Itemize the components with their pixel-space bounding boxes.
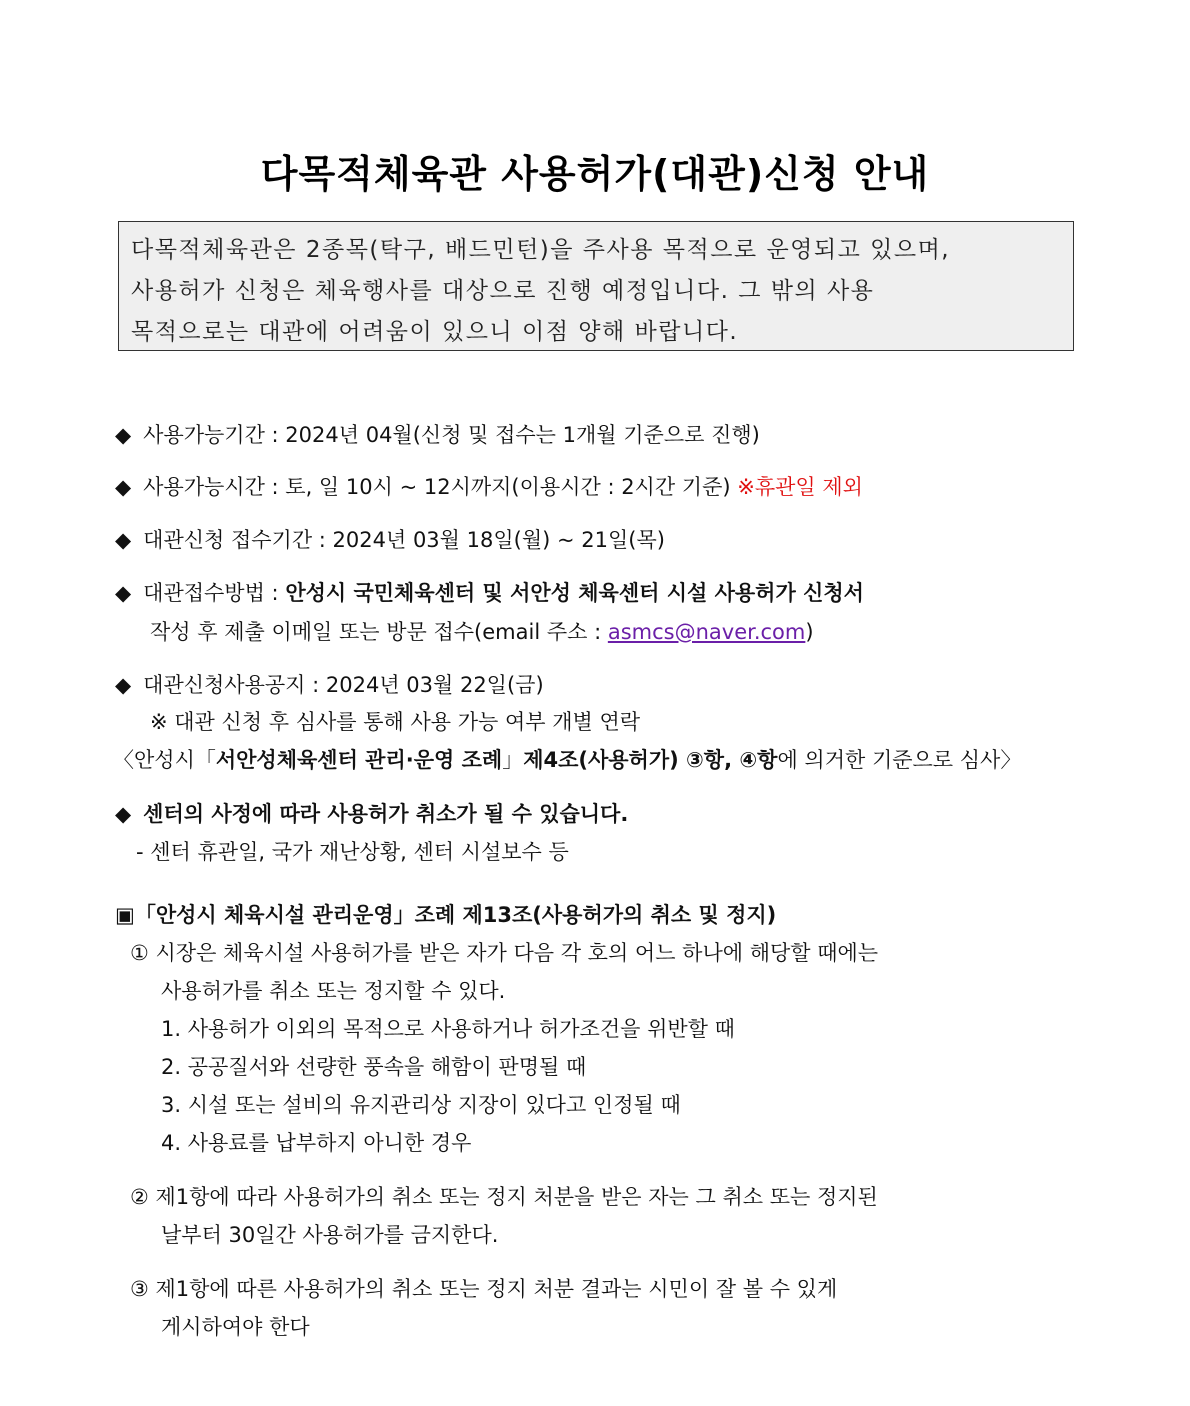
info-period	[115, 419, 760, 449]
rule-paragraph-1-line-2: 사용허가를 취소 또는 정지할 수 있다.	[161, 979, 506, 1003]
rule-item: 2. 공공질서와 선량한 풍속을 해함이 판명될 때	[161, 1055, 587, 1079]
notice-line: 사용허가 신청은 체육행사를 대상으로 진행 예정입니다. 그 밖의 사용	[131, 278, 875, 304]
rule-paragraph-3-line-2: 게시하여야 한다	[161, 1315, 310, 1339]
legal-basis	[113, 744, 1021, 774]
period-text: 사용가능기간 : 2024년 04월(신청 및 접수는 1개월 기준으로 진행)	[143, 423, 760, 447]
basis-prefix: 〈안성시「	[113, 748, 216, 772]
basis-article: 제4조(사용허가) ③항, ④항	[523, 748, 778, 772]
info-cancel	[115, 798, 628, 828]
rule-item: 1. 사용허가 이외의 목적으로 사용하거나 허가조건을 위반할 때	[161, 1017, 735, 1041]
method-line-2	[150, 616, 814, 646]
holiday-exclusion-note: ※휴관일 제외	[737, 475, 863, 499]
method-close: )	[805, 620, 814, 644]
rule-paragraph-1-line-1: ① 시장은 체육시설 사용허가를 받은 자가 다음 각 호의 어느 하나에 해당할 때에는	[130, 941, 879, 965]
rule-paragraph-2-line-2: 날부터 30일간 사용허가를 금지한다.	[161, 1223, 499, 1247]
diamond-bullet-icon: ◆	[115, 423, 132, 447]
info-hours	[115, 471, 863, 501]
rule-title: 「안성시 체육시설 관리운영」조례 제13조(사용허가의 취소 및 정지)	[134, 903, 777, 927]
diamond-bullet-icon: ◆	[115, 475, 132, 499]
notice-box	[118, 221, 1074, 351]
rule-item: 3. 시설 또는 설비의 유지관리상 지장이 있다고 인정될 때	[161, 1093, 681, 1117]
basis-suffix: 에 의거한 기준으로 심사〉	[777, 748, 1022, 772]
notice-line: 다목적체육관은 2종목(탁구, 배드민턴)을 주사용 목적으로 운영되고 있으며,	[131, 237, 951, 263]
rule-heading	[115, 899, 776, 929]
cancel-title: 센터의 사정에 따라 사용허가 취소가 될 수 있습니다.	[143, 802, 629, 826]
announce-note: ※ 대관 신청 후 심사를 통해 사용 가능 여부 개별 연락	[150, 710, 641, 734]
notice-line: 목적으로는 대관에 어려움이 있으니 이점 양해 바랍니다.	[131, 319, 739, 345]
square-bullet-icon: ▣	[115, 903, 135, 927]
basis-bracket: 」	[502, 748, 524, 772]
rule-paragraph-3-line-1: ③ 제1항에 따른 사용허가의 취소 또는 정지 처분 결과는 시민이 잘 볼 수 있게	[130, 1277, 838, 1301]
hours-text: 사용가능시간 : 토, 일 10시 ~ 12시까지(이용시간 : 2시간 기준)	[143, 475, 731, 499]
method-line2-text: 작성 후 제출 이메일 또는 방문 접수(email 주소 :	[150, 620, 608, 644]
diamond-bullet-icon: ◆	[115, 802, 132, 826]
rule-paragraph-2-line-1: ② 제1항에 따라 사용허가의 취소 또는 정지 처분을 받은 자는 그 취소 또는 정지된	[130, 1185, 878, 1209]
basis-ordinance: 서안성체육센터 관리·운영 조례	[215, 748, 503, 772]
diamond-bullet-icon: ◆	[115, 673, 132, 697]
email-link[interactable]: asmcs@naver.com	[607, 620, 806, 644]
announce-text: 대관신청사용공지 : 2024년 03월 22일(금)	[143, 673, 544, 697]
method-label: 대관접수방법 :	[143, 581, 286, 605]
diamond-bullet-icon: ◆	[115, 581, 132, 605]
page-title: 다목적체육관 사용허가(대관)신청 안내	[260, 152, 930, 196]
cancel-detail: - 센터 휴관일, 국가 재난상황, 센터 시설보수 등	[136, 840, 569, 864]
info-announce	[115, 669, 544, 699]
info-apply-period	[115, 524, 665, 554]
info-method	[115, 577, 864, 607]
rule-item: 4. 사용료를 납부하지 아니한 경우	[161, 1131, 472, 1155]
diamond-bullet-icon: ◆	[115, 528, 132, 552]
method-form-name: 안성시 국민체육센터 및 서안성 체육센터 시설 사용허가 신청서	[285, 581, 864, 605]
apply-period-text: 대관신청 접수기간 : 2024년 03월 18일(월) ~ 21일(목)	[143, 528, 665, 552]
